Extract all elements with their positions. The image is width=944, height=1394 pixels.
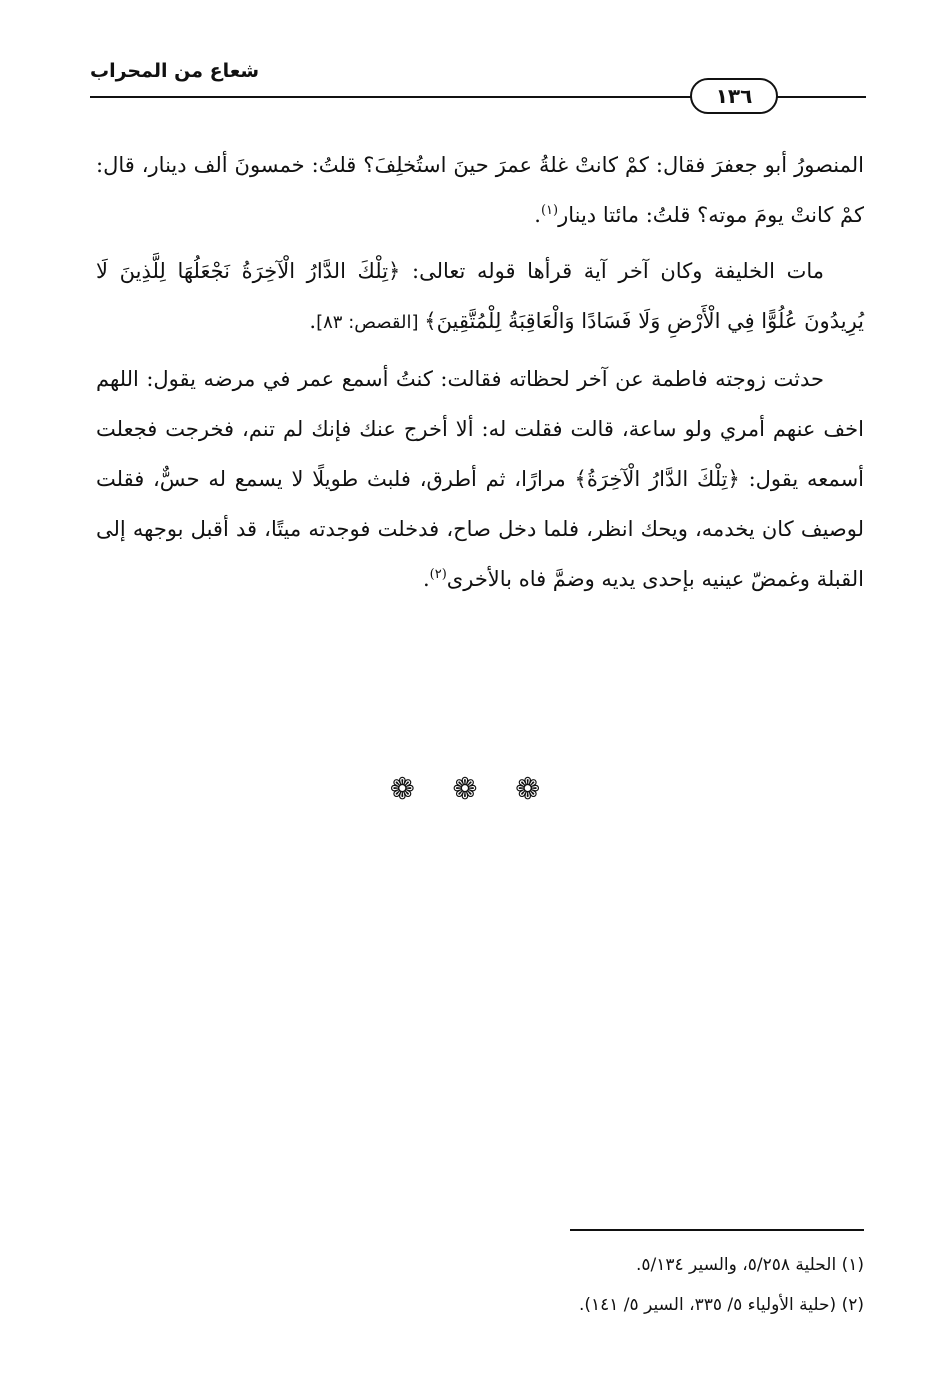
verse-reference: [القصص: ٨٣] (316, 312, 425, 333)
flower-ornament-icon: ❁ (389, 772, 429, 807)
footnote-2: (٢) (حلية الأولياء ٥/ ٣٣٥، السير ٥/ ١٤١). (578, 1295, 864, 1315)
paragraph-3-text-cont: مرارًا، ثم أطرق، فلبث طويلًا لا يسمع له حسٌّ، فقلت لوصيف كان يخدمه، ويحك انظر، فلما دخل صاح، فدخلت فوجدته ميتًا، قد أقبل بوجهه إلى القبلة وغمضّ عينيه بإحدى يديه وضمَّ فاه بالأخرى (96, 467, 864, 591)
footnotes (96, 1245, 864, 1325)
paragraph-1 (96, 140, 864, 240)
paragraph-3 (96, 354, 864, 604)
flower-ornament-icon: ❁ (515, 772, 555, 807)
quran-verse: ﴿تِلْكَ الدَّارُ الْآخِرَةُ نَجْعَلُهَا لِلَّذِينَ لَا يُرِيدُونَ عُلُوًّا فِي الْأَرْضِ وَلَا فَسَادًا وَالْعَاقِبَةُ لِلْمُتَّقِينَ﴾ (96, 259, 864, 333)
paragraph-1-text: المنصورُ أبو جعفرَ فقال: كمْ كانتْ غلةُ عمرَ حينَ استُخلِفَ؟ قلتُ: خمسونَ ألف دينار، قال: كمْ كانتْ يومَ موته؟ قلتُ: مائتا دينار (96, 153, 864, 227)
running-title: شعاع من المحراب (90, 60, 260, 82)
paragraph-2 (96, 246, 864, 348)
section-divider-ornaments (0, 772, 944, 807)
footnote-marker-2: (٢) (429, 567, 447, 582)
quran-verse-short: ﴿تِلْكَ الدَّارُ الْآخِرَةُ﴾ (574, 467, 740, 491)
footnote-separator (570, 1229, 864, 1231)
paragraph-2-text: مات الخليفة وكان آخر آية قرأها قوله تعالى: (400, 259, 824, 283)
paragraph-3-text: حدثت زوجته فاطمة عن آخر لحظاته فقالت: كنتُ أسمع عمر في مرضه يقول: اللهم اخف عنهم أمري ولو ساعة، قالت فقلت له: ألا أخرج عنك فإنك لم تنم، فخرجت فجعلت أسمعه يقول: (96, 367, 864, 491)
paragraph-1-end: . (534, 203, 541, 227)
page-header (90, 60, 866, 120)
footnote-1: (١) الحلية ٥/٢٥٨، والسير ٥/١٣٤. (635, 1255, 864, 1275)
body-text (96, 140, 864, 610)
paragraph-3-end: . (422, 567, 430, 591)
flower-ornament-icon: ❁ (452, 772, 492, 807)
paragraph-2-end: . (309, 309, 317, 333)
footnote-marker-1: (١) (540, 203, 559, 218)
page-number: ١٣٦ (690, 78, 778, 114)
